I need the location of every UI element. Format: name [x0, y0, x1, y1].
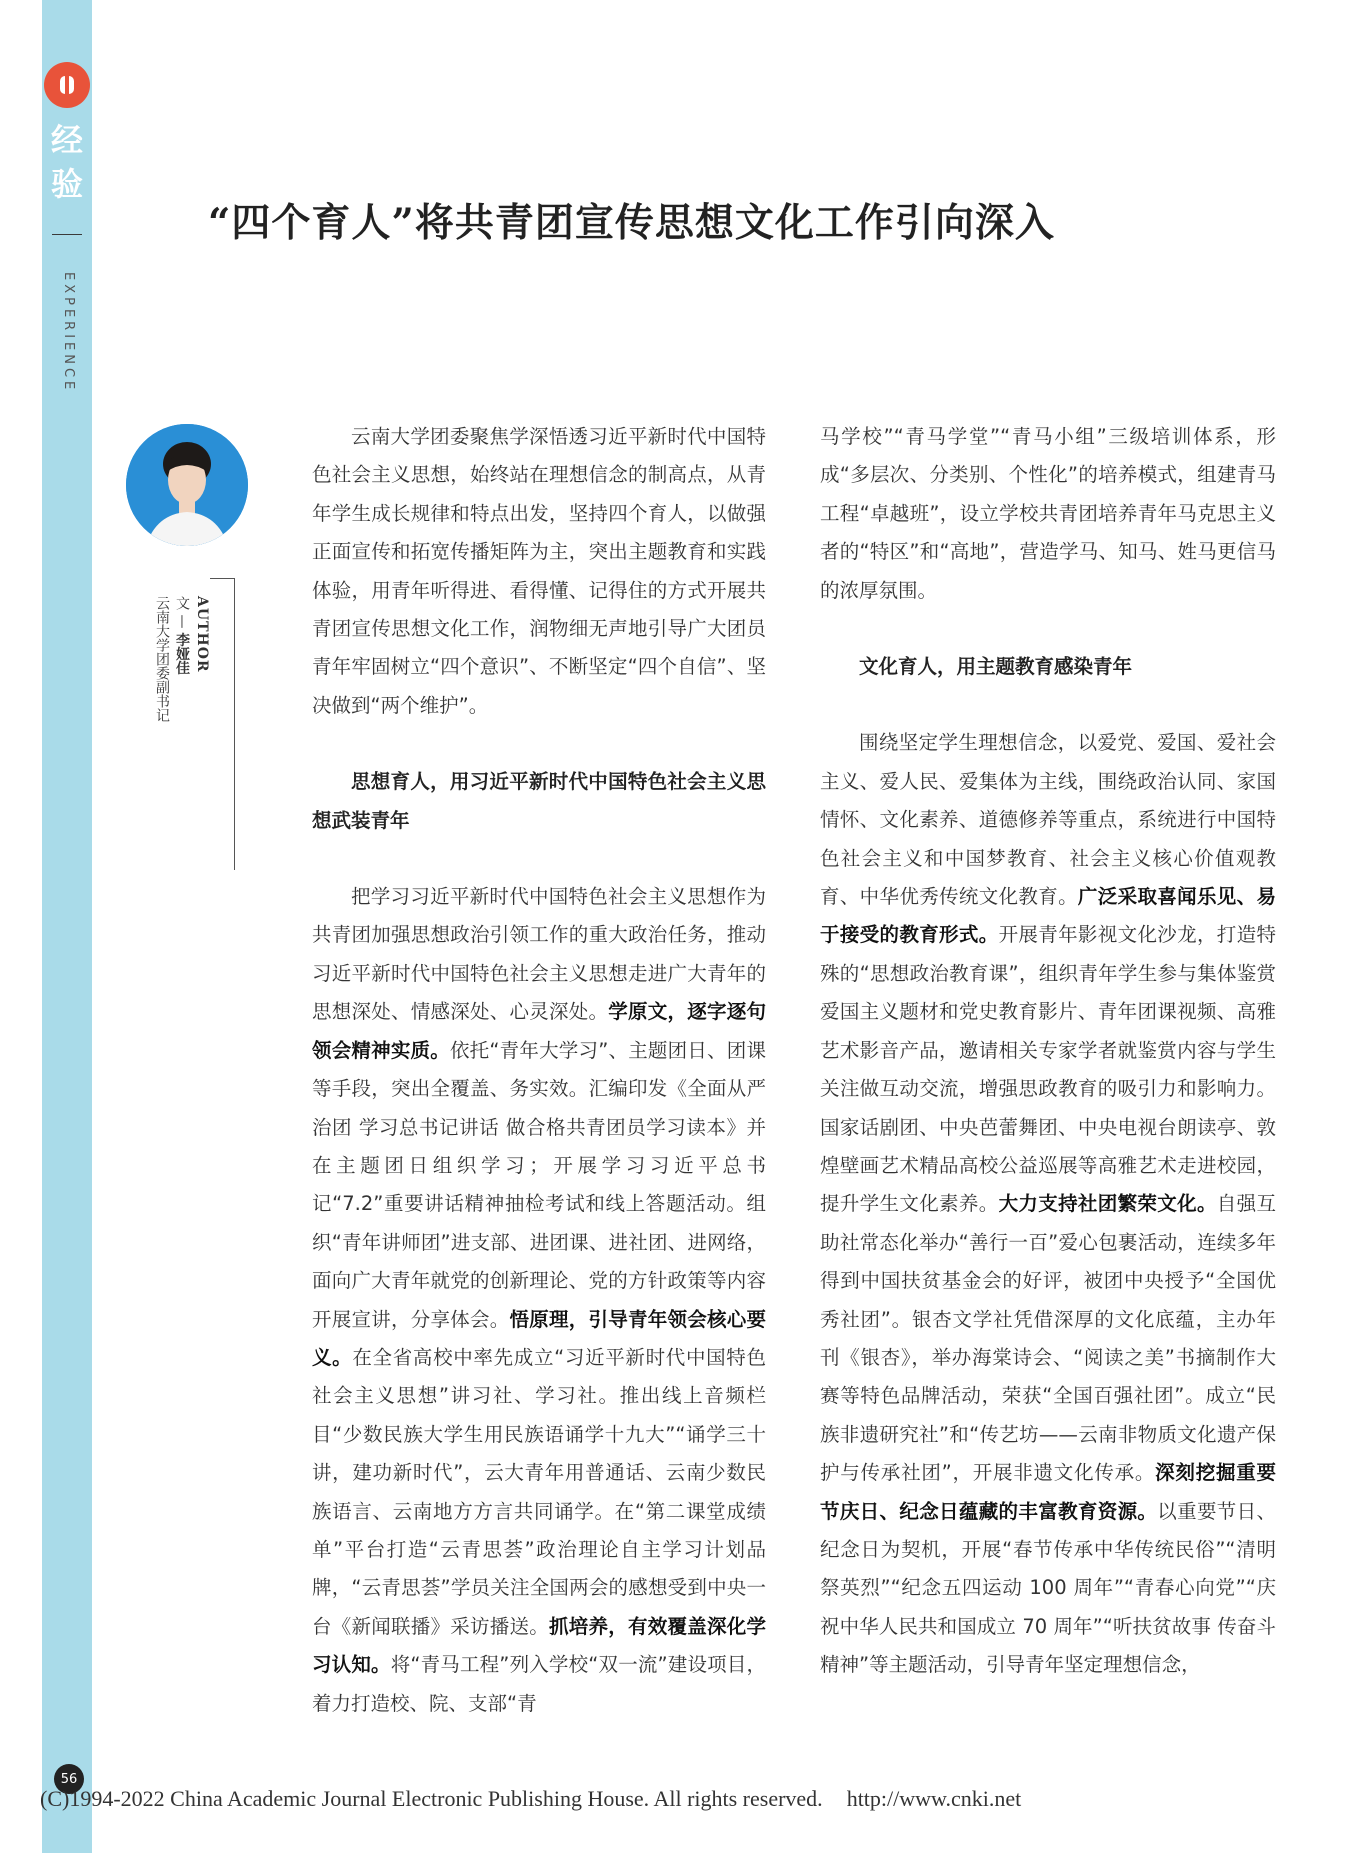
text-run: 以重要节日、纪念日为契机，开展“春节传承中华传统民俗”“清明祭英烈”“纪念五四运动 100 周年”“青春心向党”“庆祝中华人民共和国成立 70 周年”“听扶贫故事 传奋斗精神”等主题活动，引导青年坚定理想信念，	[820, 1499, 1276, 1677]
author-photo	[126, 424, 248, 546]
copyright-footer	[40, 1786, 1240, 1812]
author-name: 李娅佳	[174, 632, 190, 675]
right-column	[820, 418, 1276, 1685]
ideology-paragraph	[312, 878, 766, 1723]
author-prefix: 文 —	[174, 596, 190, 633]
footer-url[interactable]: http://www.cnki.net	[846, 1786, 1022, 1811]
text-run: 围绕坚定学生理想信念，以爱党、爱国、爱社会主义、爱人民、爱集体为主线，围绕政治认同、家国情怀、文化素养、道德修养等重点，系统进行中国特色社会主义和中国梦教育、社会主义核心价值观教育、中华优秀传统文化教育。	[820, 731, 1276, 909]
author-info	[152, 596, 212, 816]
section-en-label: EXPERIENCE	[61, 272, 76, 394]
intro-paragraph: 云南大学团委聚焦学深悟透习近平新时代中国特色社会主义思想，始终站在理想信念的制高点，从青年学生成长规律和特点出发，坚持四个育人，以做强正面宣传和拓宽传播矩阵为主，突出主题教育和实践体验，用青年听得进、看得懂、记得住的方式开展共青团宣传思想文化工作，润物细无声地引导广大团员青年牢固树立“四个意识”、不断坚定“四个自信”、坚决做到“两个维护”。	[312, 425, 766, 717]
text-run: 依托“青年大学习”、主题团日、团课等手段，突出全覆盖、务实效。汇编印发《全面从严治团 学习总书记讲话 做合格共青团员学习读本》并在主题团日组织学习；开展学习习近平总书记“7.2”重要讲话精神抽检考试和线上答题活动。组织“青年讲师团”进支部、进团课、进社团、进网络，面向广大青年就党的创新理论、党的方针政策等内容开展宣讲，分享体会。	[312, 1038, 766, 1331]
author-label: AUTHOR	[194, 596, 210, 673]
left-column	[312, 418, 766, 1723]
section-logo-icon	[44, 62, 90, 108]
bold-run: 悟原理，引导青年领会核心要义。	[312, 1307, 766, 1369]
text-run: 将“青马工程”列入学校“双一流”建设项目，着力打造校、院、支部“青	[312, 1653, 766, 1715]
section-heading-culture: 文化育人，用主题教育感染青年	[859, 655, 1133, 679]
section-title-char-2: 验	[50, 165, 83, 203]
author-divider-top	[210, 578, 234, 579]
article-title: “四个育人”将共青团宣传思想文化工作引向深入	[208, 200, 1055, 246]
page-number: 56	[54, 1764, 84, 1794]
section-title	[42, 118, 92, 206]
bold-run: 抓培养，有效覆盖深化学习认知。	[312, 1614, 766, 1677]
bold-run: 大力支持社团繁荣文化。	[998, 1192, 1217, 1216]
text-run: 在全省高校中率先成立“习近平新时代中国特色社会主义思想”讲习社、学习社。推出线上音频栏目“少数民族大学生用民族语诵学十九大”“诵学三十讲，建功新时代”，云大青年用普通话、云南少数民族语言、云南地方方言共同诵学。在“第二课堂成绩单”平台打造“云青思荟”政治理论自主学习计划品牌，“云青思荟”学员关注全国两会的感想受到中央一台《新闻联播》采访播送。	[312, 1345, 766, 1638]
author-divider	[234, 578, 235, 870]
bold-run: 深刻挖掘重要节庆日、纪念日蕴藏的丰富教育资源。	[820, 1461, 1276, 1523]
text-run: 把学习习近平新时代中国特色社会主义思想作为共青团加强思想政治引领工作的重大政治任务，推动习近平新时代中国特色社会主义思想走进广大青年的思想深处、情感深处、心灵深处。	[312, 885, 766, 1024]
section-heading-ideology: 思想育人，用习近平新时代中国特色社会主义思想武装青年	[312, 770, 766, 832]
copyright-text: (C)1994-2022 China Academic Journal Electronic Publishing House. All rights reserved.	[40, 1786, 823, 1811]
section-title-char-1: 经	[50, 121, 83, 159]
culture-paragraph	[820, 724, 1276, 1684]
text-run: 开展青年影视文化沙龙，打造特殊的“思想政治教育课”，组织青年学生参与集体鉴赏爱国主义题材和党史教育影片、青年团课视频、高雅艺术影音产品，邀请相关专家学者就鉴赏内容与学生关注做互动交流，增强思政教育的吸引力和影响力。国家话剧团、中央芭蕾舞团、中央电视台朗读亭、敦煌壁画艺术精品高校公益巡展等高雅艺术走进校园，提升学生文化素养。	[820, 923, 1276, 1216]
author-byline	[172, 596, 192, 816]
author-affiliation: 云南大学团委副书记	[154, 596, 170, 722]
bold-run: 学原文，逐字逐句领会精神实质。	[312, 1000, 766, 1062]
text-run: 自强互助社常态化举办“善行一百”爱心包裹活动，连续多年得到中国扶贫基金会的好评，被团中央授予“全国优秀社团”。银杏文学社凭借深厚的文化底蕴，主办年刊《银杏》，举办海棠诗会、“阅读之美”书摘制作大赛等特色品牌活动，荣获“全国百强社团”。成立“民族非遗研究社”和“传艺坊——云南非物质文化遗产保护与传承社团”，开展非遗文化传承。	[820, 1192, 1276, 1485]
section-divider	[52, 234, 82, 235]
continued-paragraph: 马学校”“青马学堂”“青马小组”三级培训体系，形成“多层次、分类别、个性化”的培养模式，组建青马工程“卓越班”，设立学校共青团培养青年马克思主义者的“特区”和“高地”，营造学马、知马、姓马更信马的浓厚氛围。	[820, 425, 1276, 602]
bold-run: 广泛采取喜闻乐见、易于接受的教育形式。	[820, 885, 1276, 947]
